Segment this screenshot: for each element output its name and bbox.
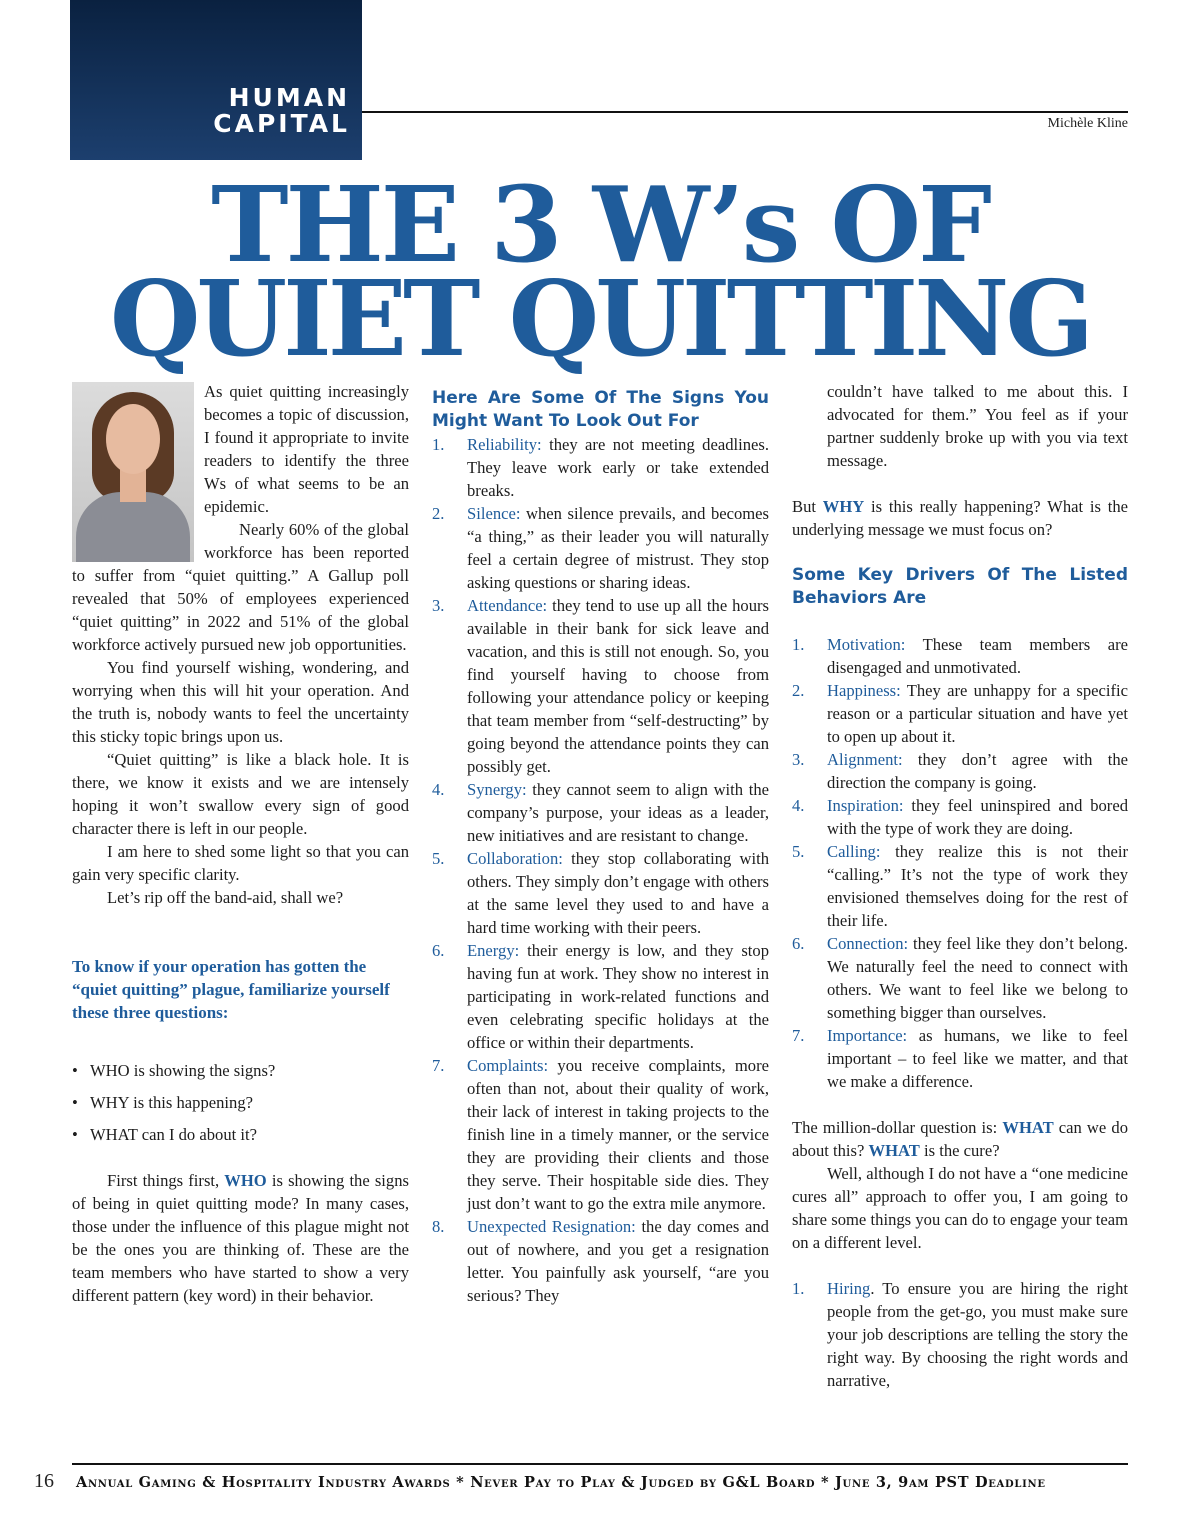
list-item: • WHAT can I do about it? — [72, 1125, 257, 1144]
questions-heading: To know if your operation has gotten the “quiet quitting” plague, familiarize yourself these three questions: — [72, 957, 390, 1022]
list-item: 2. Silence: when silence prevails, and becomes “a thing,” as their leader you will naturally feel a certain degree of mistrust. They stop asking questions or sharing ideas. — [432, 504, 770, 592]
list-item: 2. Happiness: They are unhappy for a specific reason or a particular situation and have yet to open up about it. — [792, 681, 1128, 746]
headline-line2: QUIET QUITTING — [109, 257, 1091, 380]
list-item: 5. Calling: they realize this is not their “calling.” It’s not the type of work they envisioned themselves doing for the rest of their life. — [792, 842, 1128, 930]
list-item: 3. Alignment: they don’t agree with the direction the company is going. — [792, 750, 1128, 792]
drivers-heading: Some Key Drivers Of The Listed Behaviors Are — [792, 565, 1128, 608]
list-item: 4. Synergy: they cannot seem to align with the company’s purpose, your ideas as a leader, new initiatives and are resistant to change. — [432, 780, 769, 845]
drivers-list — [792, 633, 1128, 1093]
section-banner — [70, 0, 362, 160]
column-1 — [72, 380, 409, 1307]
footer-banner: Annual Gaming & Hospitality Industry Awards * Never Pay to Play & Judged by G&L Board * June 3, 9am PST Deadline — [76, 1474, 1046, 1491]
solutions-list — [792, 1277, 1128, 1392]
section-label-line1: HUMAN — [228, 83, 350, 112]
list-item: 3. Attendance: they tend to use up all the hours available in their bank for sick leave and vacation, and this is still not enough. So, you find yourself having to choose from following your attendance policy or keeping that team member from “self-destructing” by going beyond the attendance points they can possibly get. — [432, 596, 769, 776]
list-item: 4. Inspiration: they feel uninspired and bored with the type of work they are doing. — [792, 796, 1128, 838]
paragraph: Let’s rip off the band-aid, shall we? — [107, 888, 344, 907]
list-item: 5. Collaboration: they stop collaborating with others. They simply don’t engage with others at the same level they used to and have a hard time working with their peers. — [432, 849, 769, 937]
article-headline — [0, 163, 1200, 380]
paragraph: Well, although I do not have a “one medicine cures all” approach to offer you, I am going to share some things you can do to engage your team on a different level. — [792, 1164, 1128, 1252]
signs-list — [432, 433, 769, 1307]
list-item: 1. Reliability: they are not meeting deadlines. They leave work early or take extended breaks. — [432, 435, 769, 500]
headline-line1: THE 3 W’s OF — [211, 163, 989, 286]
list-item: 7. Complaints: you receive complaints, more often than not, about their quality of work, their lack of interest in taking projects to the finish line in a timely manner, or the service they are providing their clients and those they serve. Their hospitable side dies. They just don’t want to go the extra mile anymore. — [432, 1056, 769, 1213]
list-item: • WHO is showing the signs? — [72, 1061, 276, 1080]
list-item: • WHY is this happening? — [72, 1093, 253, 1112]
author-photo — [72, 382, 194, 562]
section-label — [213, 85, 350, 137]
list-item: 1. Hiring. To ensure you are hiring the right people from the get-go, you must make sure your job descriptions are telling the story the right way. By choosing the right words and narrative, — [792, 1279, 1128, 1390]
footer-rule — [72, 1463, 1128, 1465]
list-item: 6. Energy: their energy is low, and they stop having fun at work. They show no interest in participating in work-related functions and even celebrating specific holidays at the office or within their departments. — [432, 941, 769, 1052]
questions-list — [72, 1059, 409, 1146]
paragraph: As quiet quitting increasingly becomes a topic of discussion, I found it appropriate to invite readers to identify the three Ws of what seems to be an epidemic. — [204, 382, 409, 516]
list-item: 8. Unexpected Resignation: the day comes and out of nowhere, and you get a resignation letter. You painfully ask yourself, “are you serious? They — [432, 1217, 769, 1305]
paragraph: You find yourself wishing, wondering, and worrying when this will hit your operation. And the truth is, nobody wants to feel the uncertainty this sticky topic brings upon us. — [72, 658, 409, 746]
paragraph: Nearly 60% of the global workforce has been reported to suffer from “quiet quitting.” A Gallup poll revealed that 50% of employees experienced “quiet quitting” in 2022 and 51% of the global workforce actively pursued new job opportunities. — [72, 520, 409, 654]
paragraph: couldn’t have talked to me about this. I advocated for them.” You feel as if your partner suddenly broke up with you via text message. — [827, 382, 1128, 470]
header-rule — [362, 111, 1128, 113]
paragraph: “Quiet quitting” is like a black hole. It is there, we know it exists and we are intensely hoping it won’t swallow every sign of good character there is left in our people. — [72, 750, 409, 838]
column-3 — [792, 380, 1128, 1392]
paragraph: First things first, WHO is showing the signs of being in quiet quitting mode? In many cases, those under the influence of this plague might not be the ones you are thinking of. These are the team members who have started to show a very different pattern (key word) in their behavior. — [72, 1171, 409, 1305]
list-item: 7. Importance: as humans, we like to feel important – to feel like we matter, and that we make a difference. — [792, 1026, 1128, 1091]
list-item: 1. Motivation: These team members are disengaged and unmotivated. — [792, 635, 1128, 677]
paragraph: I am here to shed some light so that you can gain very specific clarity. — [72, 842, 409, 884]
column-2 — [432, 380, 769, 1307]
author-name: Michèle Kline — [1047, 116, 1128, 131]
section-label-line2: CAPITAL — [213, 109, 350, 138]
page-number: 16 — [34, 1470, 54, 1492]
signs-heading: Here Are Some Of The Signs You Might Want To Look Out For — [432, 388, 769, 431]
paragraph: But WHY is this really happening? What is the underlying message we must focus on? — [792, 497, 1128, 539]
paragraph: The million-dollar question is: WHAT can we do about this? WHAT is the cure? — [792, 1118, 1128, 1160]
list-item: 6. Connection: they feel like they don’t belong. We naturally feel the need to connect with others. We want to feel like we belong to something bigger than ourselves. — [792, 934, 1128, 1022]
